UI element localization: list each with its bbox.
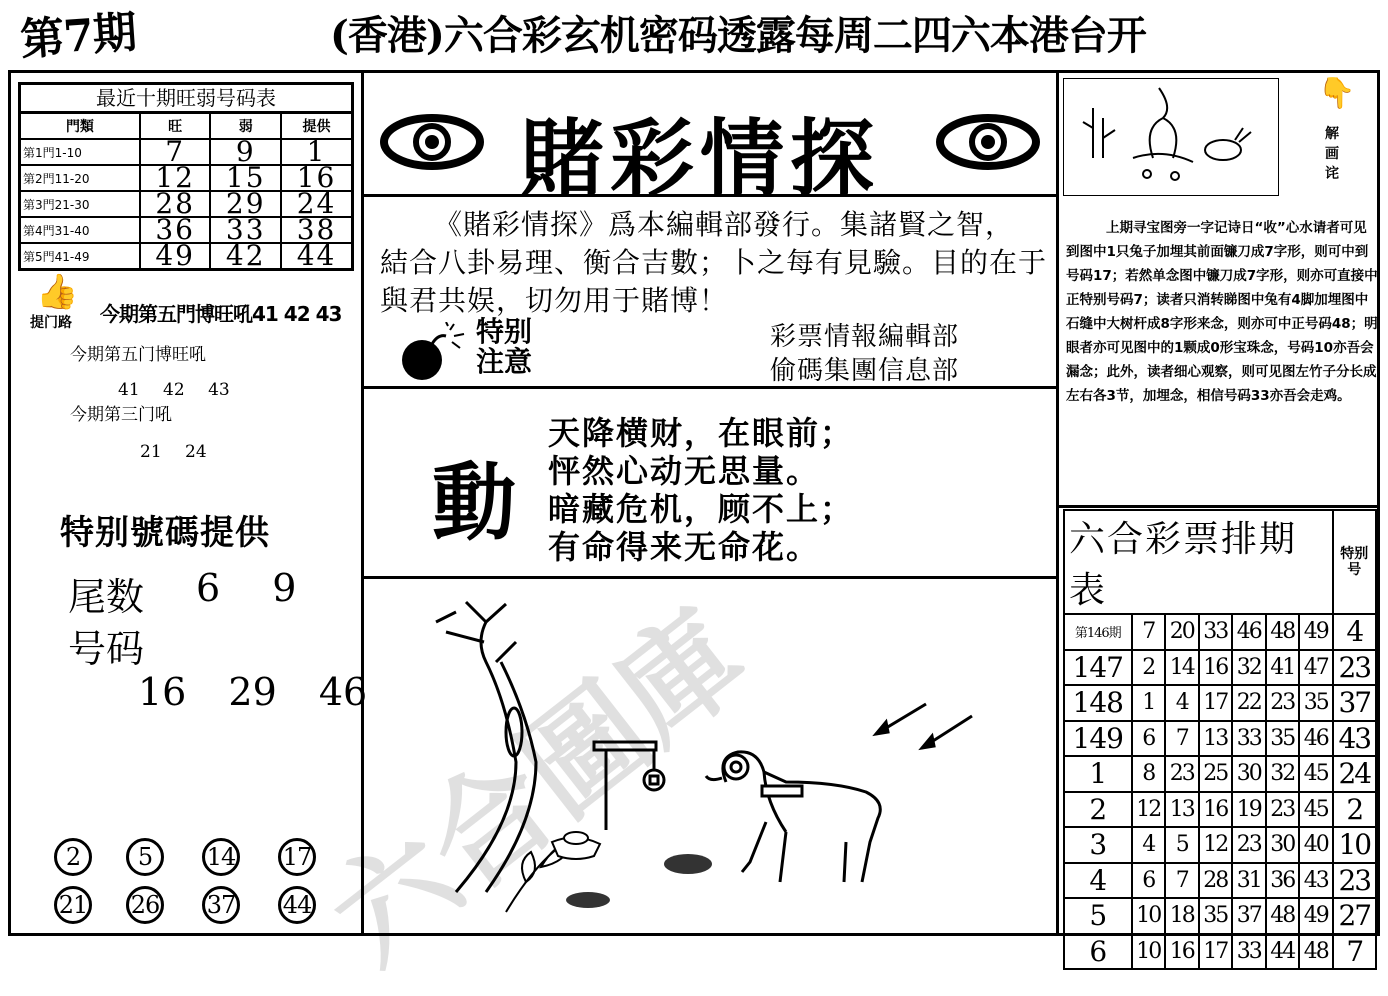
issue-cell: 5 xyxy=(1064,898,1132,934)
special-number-cell: 10 xyxy=(1333,827,1376,863)
draw-number-cell: 43 xyxy=(1299,863,1333,899)
draw-number-cell: 30 xyxy=(1232,756,1265,792)
issue-cell: 148 xyxy=(1064,685,1132,721)
draw-number-cell: 7 xyxy=(1132,614,1165,650)
draw-number-cell: 18 xyxy=(1165,898,1198,934)
draw-number-cell: 16 xyxy=(1199,650,1232,686)
number-ball: 37 xyxy=(202,886,240,924)
draw-number-cell: 17 xyxy=(1199,685,1232,721)
draw-number-cell: 23 xyxy=(1165,756,1198,792)
eye-icon-right xyxy=(936,112,1040,172)
draw-number-cell: 23 xyxy=(1266,685,1299,721)
issue-cell: 3 xyxy=(1064,827,1132,863)
issue-cell: 第146期 xyxy=(1064,614,1132,650)
issue-number: 第7期 xyxy=(18,7,138,66)
arrows-drawing xyxy=(876,704,972,748)
issue-cell: 6 xyxy=(1064,934,1132,970)
draw-number-cell: 45 xyxy=(1299,756,1333,792)
offer-cell: 16 xyxy=(281,165,352,191)
department-1: 彩票情報編輯部 xyxy=(770,322,960,352)
draw-number-cell: 48 xyxy=(1266,614,1299,650)
draw-number-cell: 48 xyxy=(1299,934,1333,970)
draw-number-cell: 4 xyxy=(1165,685,1198,721)
draw-number-cell: 2 xyxy=(1132,650,1165,686)
hint-door-three-numbers: 21 24 xyxy=(140,442,207,462)
draw-number-cell: 16 xyxy=(1199,792,1232,828)
schedule-row xyxy=(1064,827,1376,863)
draw-number-cell: 35 xyxy=(1199,898,1232,934)
strong-cell: 7 xyxy=(140,139,211,165)
special-number-cell: 7 xyxy=(1333,934,1376,970)
schedule-row xyxy=(1064,756,1376,792)
issue-cell: 147 xyxy=(1064,650,1132,686)
draw-number-cell: 49 xyxy=(1299,898,1333,934)
special-number-cell: 37 xyxy=(1333,685,1376,721)
door-cell: 第4門31-40 xyxy=(20,217,140,243)
department-2: 偷碼集團信息部 xyxy=(770,356,960,386)
rock-drawing xyxy=(664,854,712,874)
issue-cell: 2 xyxy=(1064,792,1132,828)
draw-number-cell: 46 xyxy=(1299,721,1333,757)
draw-number-cell: 7 xyxy=(1165,721,1198,757)
ingots-drawing xyxy=(552,832,600,859)
draw-number-cell: 47 xyxy=(1299,650,1333,686)
strong-cell: 49 xyxy=(140,243,211,270)
thumbs-up-icon: 👍 xyxy=(36,272,79,312)
col-header: 弱 xyxy=(210,113,281,140)
number-ball: 2 xyxy=(54,838,92,876)
weak-cell: 33 xyxy=(210,217,281,243)
special-numbers-title: 特别號碼提供 xyxy=(60,513,270,553)
number-ball: 5 xyxy=(126,838,164,876)
notice-line-1: 特别 xyxy=(476,315,533,348)
draw-number-cell: 46 xyxy=(1232,614,1265,650)
poem-line: 天降横财，在眼前； xyxy=(548,414,855,452)
code-values: 16 29 46 xyxy=(138,670,368,714)
issue-cell: 4 xyxy=(1064,863,1132,899)
schedule-row xyxy=(1064,685,1376,721)
notice-line-2: 注意 xyxy=(476,345,533,378)
draw-number-cell: 14 xyxy=(1165,650,1198,686)
tail-values: 6 9 xyxy=(196,566,297,610)
draw-number-cell: 30 xyxy=(1266,827,1299,863)
door-cell: 第1門1-10 xyxy=(20,139,140,165)
issue-cell: 1 xyxy=(1064,756,1132,792)
code-label: 号码 xyxy=(68,627,145,671)
draw-number-cell: 33 xyxy=(1199,614,1232,650)
riddle-illustration xyxy=(366,582,1056,932)
rock-drawing xyxy=(566,892,610,908)
draw-number-cell: 48 xyxy=(1266,898,1299,934)
schedule-row xyxy=(1064,863,1376,899)
schedule-row xyxy=(1064,650,1376,686)
hint-label: 提门路 xyxy=(30,315,72,331)
draw-number-cell: 1 xyxy=(1132,685,1165,721)
number-ball: 44 xyxy=(278,886,316,924)
draw-number-cell: 22 xyxy=(1232,685,1265,721)
divider-left xyxy=(361,72,364,934)
draw-number-cell: 35 xyxy=(1266,721,1299,757)
page-title: (香港)六合彩玄机密码透露每周二四六本港台开 xyxy=(330,12,1146,59)
draw-number-cell: 28 xyxy=(1199,863,1232,899)
draw-number-cell: 12 xyxy=(1199,827,1232,863)
hint-door-five-numbers: 41 42 43 xyxy=(118,380,230,400)
offer-cell: 1 xyxy=(281,139,352,165)
draw-number-cell: 19 xyxy=(1232,792,1265,828)
tree-drawing xyxy=(436,602,536,892)
coin-hanger-drawing xyxy=(594,742,664,830)
strength-table-caption: 最近十期旺弱号码表 xyxy=(18,82,354,111)
weak-cell: 15 xyxy=(210,165,281,191)
draw-number-cell: 49 xyxy=(1299,614,1333,650)
poem-keyword: 動 xyxy=(432,453,517,552)
divider-right xyxy=(1056,72,1059,934)
special-number-cell: 23 xyxy=(1333,863,1376,899)
poem-line: 有命得来无命花。 xyxy=(548,528,821,566)
table-row xyxy=(20,243,353,270)
divider-puzzle xyxy=(1058,505,1380,508)
draw-number-cell: 6 xyxy=(1132,863,1165,899)
draw-number-cell: 36 xyxy=(1266,863,1299,899)
special-number-cell: 27 xyxy=(1333,898,1376,934)
col-header: 提供 xyxy=(281,113,352,140)
draw-number-cell: 45 xyxy=(1299,792,1333,828)
masthead-title: 賭彩情探 xyxy=(520,109,881,208)
draw-number-cell: 10 xyxy=(1132,898,1165,934)
number-ball: 26 xyxy=(126,886,164,924)
pointing-hand-icon: 👇 xyxy=(1318,76,1356,111)
number-ball: 14 xyxy=(202,838,240,876)
draw-number-cell: 31 xyxy=(1232,863,1265,899)
draw-number-cell: 40 xyxy=(1299,827,1333,863)
schedule-row xyxy=(1064,898,1376,934)
offer-cell: 44 xyxy=(281,243,352,270)
puzzle-label: 解画诧 xyxy=(1325,126,1339,182)
schedule-row xyxy=(1064,792,1376,828)
schedule-row xyxy=(1064,614,1376,650)
draw-number-cell: 8 xyxy=(1132,756,1165,792)
schedule-row xyxy=(1064,721,1376,757)
draw-number-cell: 5 xyxy=(1165,827,1198,863)
poem-line: 怦然心动无思量。 xyxy=(548,452,821,490)
draw-schedule-table xyxy=(1063,509,1377,970)
special-number-cell: 24 xyxy=(1333,756,1376,792)
draw-number-cell: 6 xyxy=(1132,721,1165,757)
draw-number-cell: 13 xyxy=(1165,792,1198,828)
draw-number-cell: 16 xyxy=(1165,934,1198,970)
draw-number-cell: 4 xyxy=(1132,827,1165,863)
draw-number-cell: 23 xyxy=(1266,792,1299,828)
offer-cell: 24 xyxy=(281,191,352,217)
offer-cell: 38 xyxy=(281,217,352,243)
col-header: 門類 xyxy=(20,113,140,140)
hint-door-three: 今期第三门吼 xyxy=(70,405,172,425)
number-ball: 17 xyxy=(278,838,316,876)
special-number-cell: 43 xyxy=(1333,721,1376,757)
puzzle-explanation: 上期寻宝图旁一字记诗日“收”心水请者可见到图中1只兔子加埋其前面镰刀成7字形，则可中到号码17；若然单念图中镰刀成7字形，则亦可直接中正特别号码7；读者只消转睇图中兔有4脚加埋图中石缝中大树杆成8字形来念，则亦可中正号码48；明眼者亦可见图中的1颗成0形宝珠念，号码10亦吾会漏念；此外，读者细心观察，则可见图左竹子分长成左右各3节，加埋念，相信号码33亦吾会走鸡。 xyxy=(1066,220,1378,404)
draw-number-cell: 32 xyxy=(1266,756,1299,792)
watermark: 六合圖庫 xyxy=(305,584,771,991)
draw-number-cell: 33 xyxy=(1232,934,1265,970)
intro-paragraph: 《賭彩情探》爲本編輯部發行。集諸賢之智， 結合八卦易理、衡合吉數；卜之每有見驗。目的在于與君共娱，切勿用于賭博！ xyxy=(380,208,1048,317)
number-ball: 21 xyxy=(54,886,92,924)
special-number-cell: 4 xyxy=(1333,614,1376,650)
schedule-title: 六合彩票排期表 xyxy=(1064,510,1333,614)
weak-cell: 9 xyxy=(210,139,281,165)
col-header: 旺 xyxy=(140,113,211,140)
draw-number-cell: 35 xyxy=(1299,685,1333,721)
door-cell: 第3門21-30 xyxy=(20,191,140,217)
ram-drawing xyxy=(706,752,880,882)
eye-icon-left xyxy=(380,112,484,172)
draw-number-cell: 13 xyxy=(1199,721,1232,757)
issue-cell: 149 xyxy=(1064,721,1132,757)
strong-cell: 36 xyxy=(140,217,211,243)
weak-cell: 42 xyxy=(210,243,281,270)
draw-number-cell: 10 xyxy=(1132,934,1165,970)
special-number-cell: 2 xyxy=(1333,792,1376,828)
hint-door-five: 今期第五门博旺吼 xyxy=(70,345,206,365)
draw-number-cell: 33 xyxy=(1232,721,1265,757)
draw-number-cell: 7 xyxy=(1165,863,1198,899)
schedule-row xyxy=(1064,934,1376,970)
draw-number-cell: 23 xyxy=(1232,827,1265,863)
strong-cell: 28 xyxy=(140,191,211,217)
special-number-cell: 23 xyxy=(1333,650,1376,686)
draw-number-cell: 25 xyxy=(1199,756,1232,792)
strength-table xyxy=(18,82,354,271)
bomb-icon xyxy=(398,322,468,382)
special-number-header: 特别号 xyxy=(1333,510,1376,614)
treasure-map-image xyxy=(1063,78,1279,196)
draw-number-cell: 32 xyxy=(1232,650,1265,686)
draw-number-cell: 17 xyxy=(1199,934,1232,970)
door-cell: 第2門11-20 xyxy=(20,165,140,191)
weak-cell: 29 xyxy=(210,191,281,217)
draw-number-cell: 12 xyxy=(1132,792,1165,828)
draw-number-cell: 20 xyxy=(1165,614,1198,650)
hint-headline: 今期第五門博旺吼41 42 43 xyxy=(100,302,342,326)
door-cell: 第5門41-49 xyxy=(20,243,140,270)
tail-label: 尾数 xyxy=(68,575,145,619)
strong-cell: 12 xyxy=(140,165,211,191)
draw-number-cell: 44 xyxy=(1266,934,1299,970)
divider-poem xyxy=(363,576,1057,579)
draw-number-cell: 37 xyxy=(1232,898,1265,934)
poem-line: 暗藏危机，顾不上； xyxy=(548,490,855,528)
draw-number-cell: 41 xyxy=(1266,650,1299,686)
